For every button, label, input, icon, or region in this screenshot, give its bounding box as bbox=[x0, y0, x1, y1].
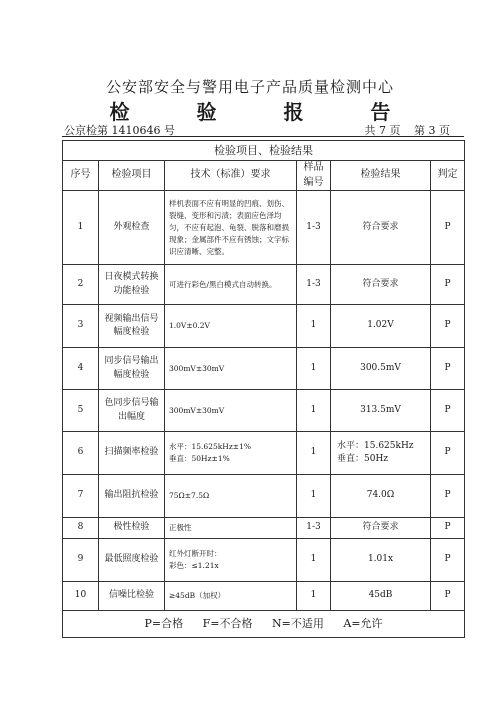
col-header-result: 检验结果 bbox=[331, 161, 431, 191]
row-requirement: ≥45dB（加权） bbox=[165, 582, 297, 611]
section-title: 检验项目、检验结果 bbox=[63, 141, 465, 161]
header-rule bbox=[62, 136, 464, 137]
table-row bbox=[63, 390, 465, 432]
row-item: 输出阻抗检验 bbox=[99, 475, 165, 518]
row-no: 2 bbox=[63, 265, 99, 305]
row-requirement: 正极性 bbox=[165, 518, 297, 539]
row-verdict: P bbox=[431, 475, 465, 518]
table-row bbox=[63, 305, 465, 348]
row-no: 5 bbox=[63, 390, 99, 432]
row-requirement: 1.0V±0.2V bbox=[165, 305, 297, 348]
verdict-legend bbox=[63, 611, 465, 638]
legend-fail: F=不合格 bbox=[202, 617, 253, 631]
total-pages: 共 7 页 bbox=[364, 124, 401, 137]
row-item: 视频输出信号幅度检验 bbox=[99, 305, 165, 348]
result-line: 水平：15.625kHz bbox=[337, 440, 414, 451]
row-verdict: P bbox=[431, 582, 465, 611]
col-header-item: 检验项目 bbox=[99, 161, 165, 191]
row-no: 3 bbox=[63, 305, 99, 348]
row-sample: 1 bbox=[297, 432, 331, 475]
row-result: 1.01x bbox=[331, 539, 431, 582]
row-result: 1.02V bbox=[331, 305, 431, 348]
inspection-results-table bbox=[62, 140, 465, 638]
col-header-sample: 样品 编号 bbox=[297, 161, 331, 191]
row-no: 1 bbox=[63, 191, 99, 265]
row-no: 6 bbox=[63, 432, 99, 475]
requirement-line: 垂直：50Hz±1% bbox=[169, 454, 230, 463]
requirement-line: 水平：15.625kHz±1% bbox=[169, 442, 251, 451]
row-result: 74.0Ω bbox=[331, 475, 431, 518]
row-result: 符合要求 bbox=[331, 191, 431, 265]
table-row bbox=[63, 348, 465, 390]
row-no: 10 bbox=[63, 582, 99, 611]
row-requirement: 75Ω±7.5Ω bbox=[165, 475, 297, 518]
row-result: 符合要求 bbox=[331, 518, 431, 539]
row-requirement bbox=[165, 432, 297, 475]
current-page: 第 3 页 bbox=[414, 124, 450, 137]
result-line: 垂直：50Hz bbox=[337, 454, 389, 464]
row-verdict: P bbox=[431, 539, 465, 582]
row-requirement bbox=[165, 539, 297, 582]
row-verdict: P bbox=[431, 432, 465, 475]
row-item: 日夜模式转换功能检验 bbox=[99, 265, 165, 305]
legend-allowed: A=允许 bbox=[343, 617, 383, 631]
row-item: 最低照度检验 bbox=[99, 539, 165, 582]
row-sample: 1 bbox=[297, 582, 331, 611]
row-result: 300.5mV bbox=[331, 348, 431, 390]
row-verdict: P bbox=[431, 191, 465, 265]
issuing-organization: 公安部安全与警用电子产品质量检测中心 bbox=[105, 78, 394, 96]
row-verdict: P bbox=[431, 305, 465, 348]
table-row bbox=[63, 432, 465, 475]
report-meta bbox=[64, 122, 450, 136]
row-item: 极性检验 bbox=[99, 518, 165, 539]
row-no: 4 bbox=[63, 348, 99, 390]
row-item: 扫描频率检验 bbox=[99, 432, 165, 475]
row-item: 同步信号输出幅度检验 bbox=[99, 348, 165, 390]
report-title: 检 验 报 告 bbox=[109, 100, 421, 124]
row-item: 外观检查 bbox=[99, 191, 165, 265]
row-result: 45dB bbox=[331, 582, 431, 611]
row-result: 符合要求 bbox=[331, 265, 431, 305]
section-title-row bbox=[63, 141, 465, 161]
table-row bbox=[63, 518, 465, 539]
row-item: 色同步信号输出幅度 bbox=[99, 390, 165, 432]
row-sample: 1-3 bbox=[297, 518, 331, 539]
row-verdict: P bbox=[431, 518, 465, 539]
row-sample: 1 bbox=[297, 539, 331, 582]
row-sample: 1 bbox=[297, 475, 331, 518]
row-sample: 1 bbox=[297, 305, 331, 348]
row-requirement: 300mV±30mV bbox=[165, 390, 297, 432]
col-header-requirement: 技术（标准）要求 bbox=[165, 161, 297, 191]
header-row bbox=[63, 161, 465, 191]
row-no: 9 bbox=[63, 539, 99, 582]
col-header-no: 序号 bbox=[63, 161, 99, 191]
row-verdict: P bbox=[431, 265, 465, 305]
row-sample: 1 bbox=[297, 348, 331, 390]
row-requirement: 可进行彩色/黑白模式自动转换。 bbox=[165, 265, 297, 305]
report-number: 公京检第 1410646 号 bbox=[64, 124, 175, 137]
row-sample: 1-3 bbox=[297, 265, 331, 305]
col-header-verdict: 判定 bbox=[431, 161, 465, 191]
row-requirement: 样机表面不应有明显的凹痕、划伤、裂缝、变形和污渍；表面应色泽均匀，不应有起泡、龟裂、脱落和磨损现象；金属部件不应有锈蚀；文字标识应清晰、完整。 bbox=[165, 191, 297, 265]
row-item: 信噪比检验 bbox=[99, 582, 165, 611]
row-verdict: P bbox=[431, 348, 465, 390]
table-row bbox=[63, 265, 465, 305]
row-result: 313.5mV bbox=[331, 390, 431, 432]
legend-not-applicable: N=不适用 bbox=[272, 617, 324, 631]
table-row bbox=[63, 475, 465, 518]
legend-pass: P=合格 bbox=[144, 617, 184, 631]
row-no: 8 bbox=[63, 518, 99, 539]
legend-row bbox=[63, 611, 465, 638]
row-verdict: P bbox=[431, 390, 465, 432]
table-row bbox=[63, 539, 465, 582]
requirement-line: 彩色：≤1.21x bbox=[169, 561, 219, 570]
requirement-line: 红外灯断开时： bbox=[169, 549, 222, 558]
row-no: 7 bbox=[63, 475, 99, 518]
table-row bbox=[63, 191, 465, 265]
table-row bbox=[63, 582, 465, 611]
row-requirement: 300mV±30mV bbox=[165, 348, 297, 390]
row-sample: 1 bbox=[297, 390, 331, 432]
row-result bbox=[331, 432, 431, 475]
row-sample: 1-3 bbox=[297, 191, 331, 265]
